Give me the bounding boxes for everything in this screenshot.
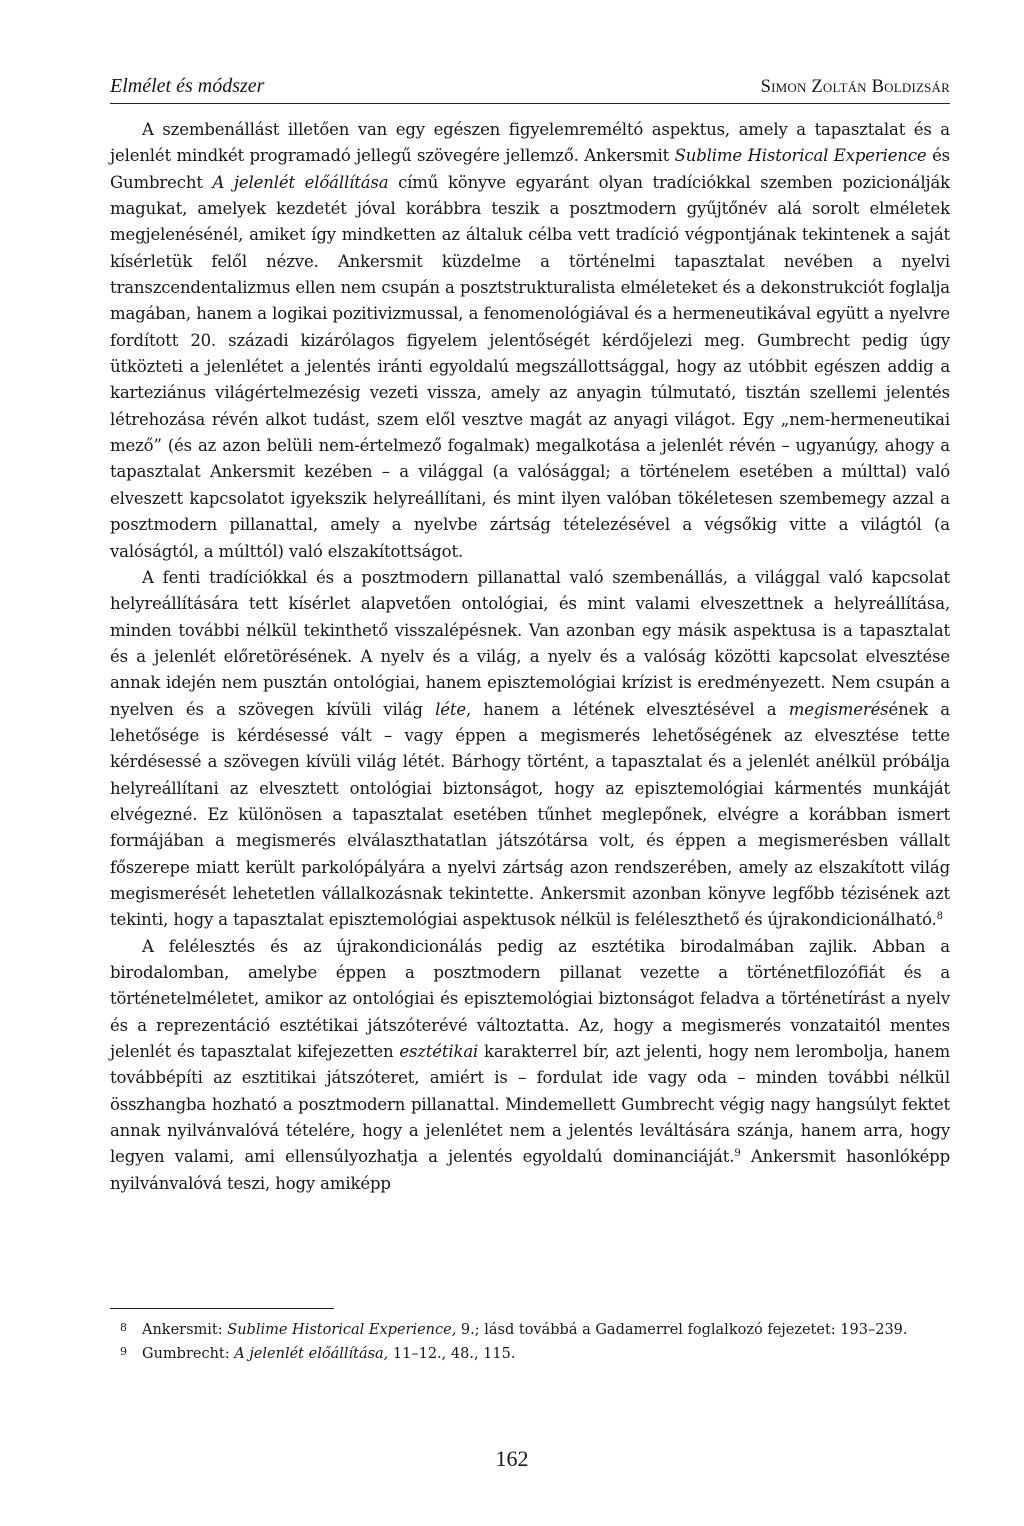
paragraph-text: Ankersmit hasonlóképp nyilvánvalóvá teszi, hogy amiképp (110, 1147, 951, 1193)
italic-emphasis: esztétikai (399, 1042, 479, 1062)
footnote-separator (110, 1308, 334, 1309)
header-section-title: Elmélet és módszer (110, 75, 265, 97)
paragraph-1 (110, 117, 950, 565)
paragraph-text: karakterrel bír, azt jelenti, hogy nem lerombolja, hanem továbbépíti az esztitikai játszóteret, amiért is – fordulat ide vagy oda – minden további nélkül összhangba hozható a posztmodern pillanattal. Mindemellett Gumbrecht végig nagy hangsúlyt fektet annak nyilvánvalóvá tételére, hogy a jelenlétet nem a jelentés leváltására szánja, hanem arra, hogy legyen valami, ami ellensúlyozhatja a jelentés egyoldalú dominanciáját. (110, 1042, 950, 1167)
italic-title: Sublime Historical Experience (674, 146, 927, 166)
body-text (110, 117, 950, 1197)
footnote-reference-8[interactable]: 8 (936, 911, 943, 923)
page-number: 162 (495, 1446, 529, 1471)
paragraph-2 (110, 565, 950, 934)
footnote-number: 8 (120, 1321, 127, 1334)
paragraph-3 (110, 934, 950, 1197)
footnote-title: Sublime Historical Experience, (227, 1322, 457, 1338)
footnote-text: 11–12., 48., 115. (388, 1346, 516, 1362)
footnote-text: Gumbrecht: (142, 1346, 235, 1362)
paragraph-text: A felélesztés és az újrakondicionálás pedig az esztétika birodalmában zajlik. Abban a birodalomban, amelybe éppen a posztmodern pillanat vezette a történetfilozófiát és a történetelméletet, amikor az ontológiai és episztemológiai biztonságot feladva a történetírást a nyelv és a reprezentáció esztétikai játszóterévé változtatta. Az, hogy a megismerés vonzataitól mentes jelenlét és tapasztalat kifejezetten (110, 936, 950, 1062)
footnote-number: 9 (120, 1345, 127, 1358)
footnote-text: 9.; lásd továbbá a Gadamerrel foglalkozó fejezetet: 193–239. (456, 1322, 908, 1338)
italic-emphasis: léte (435, 699, 466, 719)
footnote-9 (110, 1342, 950, 1366)
header-author: Simon Zoltán Boldizsár (760, 77, 950, 97)
paragraph-text: A fenti tradíciókkal és a posztmodern pillanattal való szembenállás, a világgal való kapcsolat helyreállítására tett kísérlet alapvetően ontológiai, és mint valami elveszettnek a helyreállítása, minden további nélkül tekinthető visszalépésnek. Van azonban egy másik aspektusa is a tapasztalat és a jelenlét előretörésének. A nyelv és a világ, a nyelv és a valóság közötti kapcsolat elvesztése annak idején nem pusztán ontológiai, hanem episztemológiai krízist is eredményezett. Nem csupán a nyelven és a szövegen kívüli világ (110, 567, 950, 719)
footnote-8 (110, 1318, 950, 1342)
paragraph-text: A szembenállást illetően van egy egészen figyelemreméltó aspektus, amely a tapasztalat és a jelenlét mindkét programadó jellegű szövegére jellemző. Ankersmit (110, 120, 950, 166)
footnote-title: A jelenlét előállítása, (234, 1346, 389, 1362)
footnotes (110, 1318, 950, 1366)
paragraph-text: , hanem a létének elvesztésével a (465, 699, 789, 719)
italic-emphasis: megismerés (788, 699, 889, 719)
footnote-reference-9[interactable]: 9 (734, 1148, 741, 1160)
italic-title: A jelenlét előállítása (212, 172, 389, 192)
running-header (110, 77, 950, 104)
paragraph-text: című könyve egyaránt olyan tradíciókkal szemben pozicionálják magukat, amelyek kezdetét jóval korábbra teszik a posztmodern gyűjtőnév alá sorolt elméletek megjelenésénél, amiket így mindketten az általuk célba vett tradíció végpontjának tekintenek a saját kísérletük felől nézve. Ankersmit küzdelme a történelmi tapasztalat nevében a nyelvi transzcendentalizmus ellen nem csupán a posztstrukturalista elméleteket és a dekonstrukciót foglalja magában, hanem a logikai pozitivizmussal, a fenomenológiával és a hermeneutikával együtt a nyelvre fordított 20. századi kizárólagos figyelem jelentőségét kérdőjelezi meg. Gumbrecht pedig úgy ütközteti a jelenlétet a jelentés iránti egyoldalú megszállottsággal, hogy az utóbbit egészen addig a karteziánus világértelmezésig vezeti vissza, amely az anyagin túlmutató, tisztán szellemi jelentés létrehozása révén alkot tudást, szem elől vesztve magát az anyagi világot. Egy „nem-hermeneutikai mező” (és az azon belüli nem-értelmező fogalmak) megalkotása a jelenlét révén – ugyanúgy, ahogy a tapasztalat Ankersmit kezében – a világgal (a valósággal; a történelem esetében a múlttal) való elveszett kapcsolatot igyekszik helyreállítani, és mint ilyen valóban tökéletesen szembemegy azzal a posztmodern pillanattal, amely a nyelvbe zártság tételezésével a végsőkig vitte a világtól (a valóságtól, a múlttól) való elszakítottságot. (110, 172, 950, 561)
paragraph-text: és Gumbrecht (110, 146, 950, 192)
footnote-text: Ankersmit: (142, 1322, 228, 1338)
paragraph-text: ének a lehetősége is kérdésessé vált – vagy éppen a megismerés lehetőségének az elvesztése tette kérdésessé a szövegen kívüli világ létét. Bárhogy történt, a tapasztalat és a jelenlét anélkül próbálja helyreállítani az elvesztett ontológiai biztonságot, hogy az episztemológiai kármentés munkáját elvégezné. Ez különösen a tapasztalat esetében tűnhet meglepőnek, elvégre a korábban ismert formájában a megismerés elválaszthatatlan játszótársa volt, és éppen a megismerésben vállalt főszerepe miatt került parkolópályára a nyelvi zártság azon rendszerében, amely az elszakított világ megismerését lehetetlen vállalkozásnak tekintette. Ankersmit azonban könyve legfőbb tézisének azt tekinti, hogy a tapasztalat episztemológiai aspektusok nélkül is feléleszthető és újrakondicionálható. (110, 699, 950, 930)
